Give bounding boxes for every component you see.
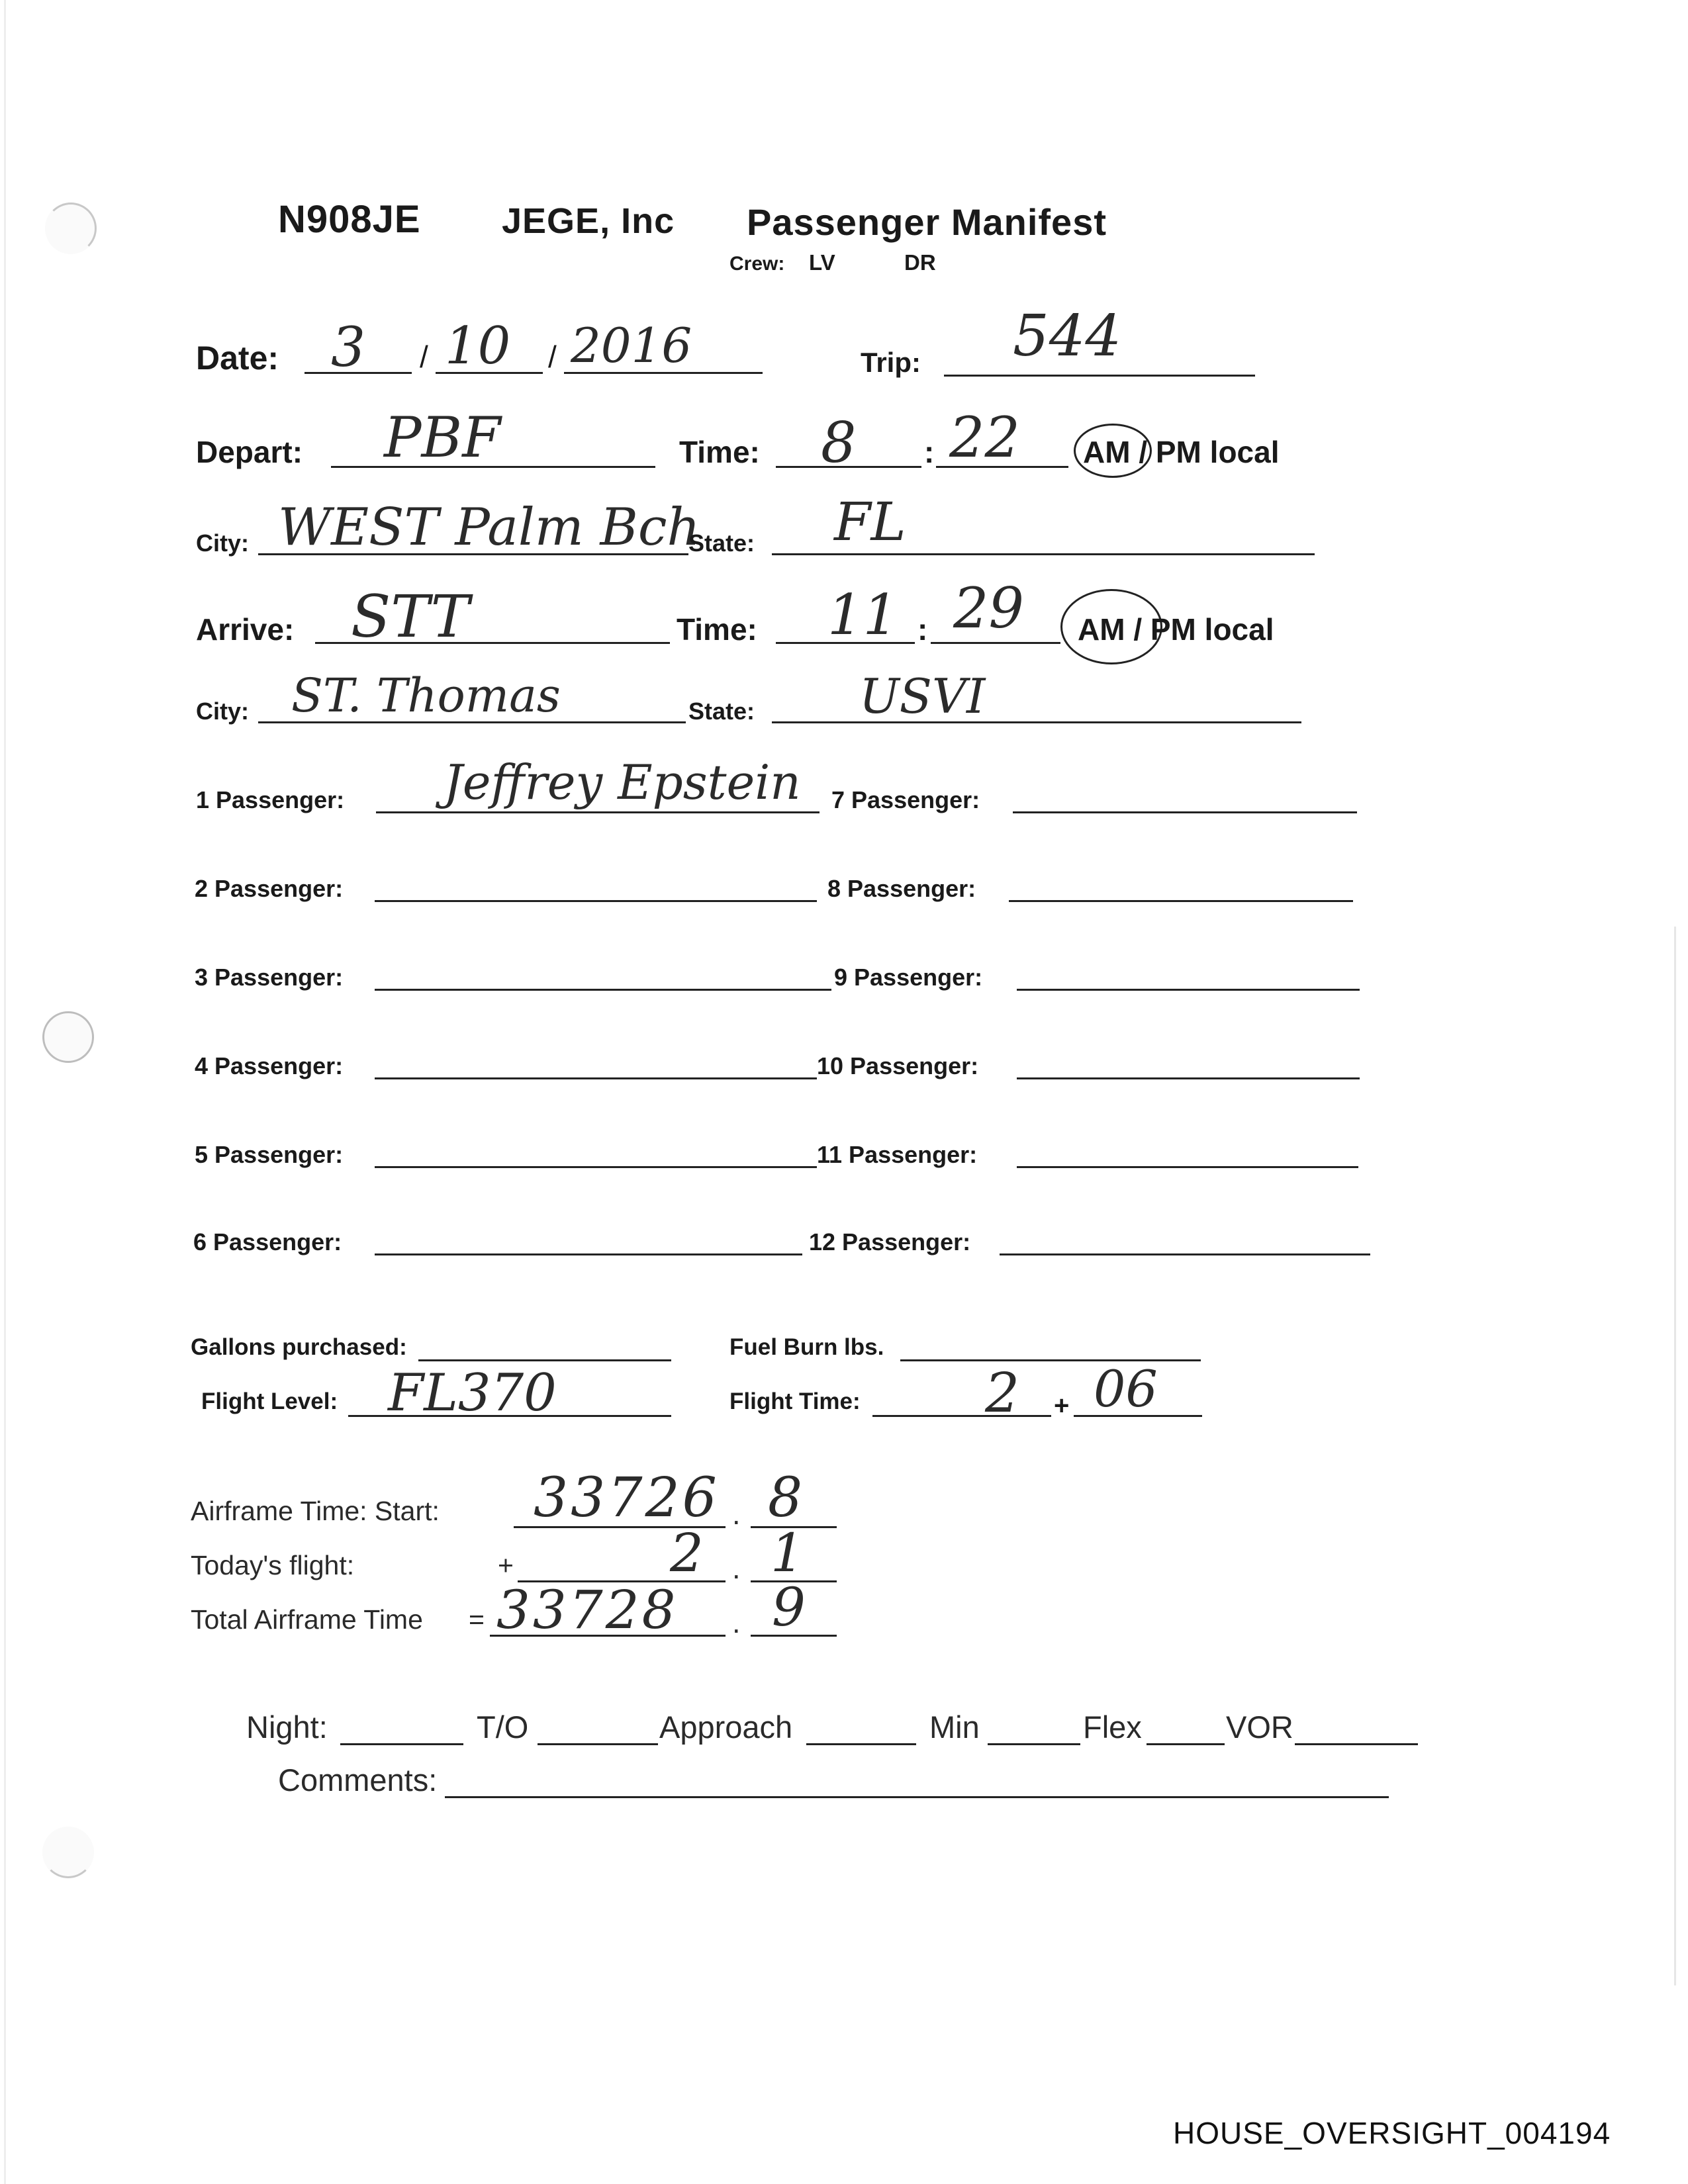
document-title: Passenger Manifest xyxy=(747,201,1107,243)
passenger-5-line xyxy=(375,1166,817,1168)
passenger-9-line xyxy=(1017,989,1360,991)
approach-line[interactable] xyxy=(806,1743,916,1745)
company-name: JEGE, Inc xyxy=(502,201,675,241)
passenger-11-label: 11 Passenger: xyxy=(817,1141,978,1168)
passenger-10-label: 10 Passenger: xyxy=(817,1052,979,1079)
page-right-edge xyxy=(1674,927,1676,1985)
crew-member-1: LV xyxy=(809,250,835,275)
trip-value[interactable]: 544 xyxy=(1013,303,1122,369)
passenger-10-line xyxy=(1017,1077,1360,1079)
passenger-12-label: 12 Passenger: xyxy=(809,1228,971,1255)
comments-line[interactable] xyxy=(445,1796,1389,1798)
depart-city-label: City: xyxy=(196,529,249,557)
arrive-state-label: State: xyxy=(688,698,755,725)
passenger-2-label: 2 Passenger: xyxy=(195,875,344,902)
arrive-time-label: Time: xyxy=(677,612,757,647)
arrive-state-line xyxy=(772,721,1301,723)
flight-time-label: Flight Time: xyxy=(729,1388,861,1414)
page-left-edge xyxy=(4,0,6,2184)
depart-minute-value[interactable]: 22 xyxy=(949,405,1020,470)
passenger-2-line xyxy=(375,900,817,902)
flight-level-label: Flight Level: xyxy=(201,1388,338,1414)
passenger-8-label: 8 Passenger: xyxy=(827,875,976,902)
passenger-5-label: 5 Passenger: xyxy=(195,1141,344,1168)
crew-member-2: DR xyxy=(904,250,936,275)
night-label: Night: xyxy=(246,1709,328,1745)
total-airframe-equals: = xyxy=(469,1604,485,1635)
trip-label: Trip: xyxy=(861,347,921,378)
passenger-3-label: 3 Passenger: xyxy=(195,964,344,991)
passenger-4-label: 4 Passenger: xyxy=(195,1052,344,1079)
min-line[interactable] xyxy=(988,1743,1080,1745)
takeoff-line[interactable] xyxy=(538,1743,658,1745)
arrive-minute-line xyxy=(931,642,1060,644)
flight-level-value[interactable]: FL370 xyxy=(388,1363,557,1423)
depart-hour-value[interactable]: 8 xyxy=(821,410,857,475)
binder-hole-middle xyxy=(42,1011,94,1063)
arrive-city-value[interactable]: ST. Thomas xyxy=(291,668,561,723)
fuel-burn-label: Fuel Burn lbs. xyxy=(729,1334,884,1360)
vor-line[interactable] xyxy=(1295,1743,1418,1745)
flex-label: Flex xyxy=(1083,1709,1142,1745)
tail-number: N908JE xyxy=(278,198,421,241)
total-airframe-whole[interactable]: 33728 xyxy=(496,1579,679,1641)
binder-hole-bottom xyxy=(42,1827,94,1878)
todays-flight-label: Today's flight: xyxy=(191,1550,355,1580)
comments-label: Comments: xyxy=(278,1762,438,1797)
date-sep-1: / xyxy=(420,340,428,374)
airframe-start-tenth[interactable]: 8 xyxy=(768,1467,803,1529)
todays-flight-whole[interactable]: 2 xyxy=(670,1522,704,1584)
depart-time-colon: : xyxy=(924,435,935,469)
depart-state-label: State: xyxy=(688,529,755,557)
todays-flight-dot: . xyxy=(732,1551,741,1585)
todays-flight-tenth[interactable]: 1 xyxy=(771,1522,804,1584)
gallons-label: Gallons purchased: xyxy=(191,1334,407,1360)
flight-time-hours[interactable]: 2 xyxy=(985,1362,1020,1425)
crew-label: Crew: xyxy=(729,253,785,275)
passenger-8-line xyxy=(1009,900,1353,902)
depart-state-line xyxy=(772,553,1315,555)
arrive-hour-value[interactable]: 11 xyxy=(827,582,898,647)
passenger-6-line xyxy=(375,1253,802,1255)
depart-label: Depart: xyxy=(196,435,303,469)
depart-state-value[interactable]: FL xyxy=(834,491,906,553)
arrive-state-value[interactable]: USVI xyxy=(859,668,986,724)
arrive-minute-value[interactable]: 29 xyxy=(953,576,1024,641)
airframe-start-label: Airframe Time: Start: xyxy=(191,1496,440,1526)
date-sep-2: / xyxy=(548,340,557,374)
total-airframe-dot: . xyxy=(732,1606,741,1639)
arrive-ampm-label[interactable]: AM / PM local xyxy=(1078,612,1274,647)
total-airframe-tenth[interactable]: 9 xyxy=(772,1576,806,1638)
passenger-9-label: 9 Passenger: xyxy=(834,964,983,991)
depart-ampm-label[interactable]: AM / PM local xyxy=(1083,435,1280,469)
passenger-11-line xyxy=(1017,1166,1358,1168)
arrive-time-colon: : xyxy=(917,612,928,647)
passenger-7-label: 7 Passenger: xyxy=(831,786,980,813)
arrive-city-label: City: xyxy=(196,698,249,725)
date-label: Date: xyxy=(196,340,279,377)
flight-time-plus: + xyxy=(1054,1391,1070,1420)
passenger-1-label: 1 Passenger: xyxy=(196,786,345,813)
gallons-line xyxy=(418,1359,671,1361)
flex-line[interactable] xyxy=(1147,1743,1225,1745)
passenger-12-line xyxy=(1000,1253,1370,1255)
takeoff-label: T/O xyxy=(477,1709,529,1745)
bates-number: HOUSE_OVERSIGHT_004194 xyxy=(1173,2116,1611,2150)
depart-time-label: Time: xyxy=(679,435,760,469)
min-label: Min xyxy=(929,1709,980,1745)
arrive-label: Arrive: xyxy=(196,612,295,647)
passenger-3-line xyxy=(375,989,831,991)
date-year-value[interactable]: 2016 xyxy=(571,318,692,373)
vor-label: VOR xyxy=(1226,1709,1293,1745)
passenger-6-label: 6 Passenger: xyxy=(193,1228,342,1255)
arrive-value[interactable]: STT xyxy=(351,582,470,651)
binder-hole-top xyxy=(45,203,97,254)
passenger-1-value[interactable]: Jeffrey Epstein xyxy=(444,754,801,810)
passenger-4-line xyxy=(375,1077,817,1079)
flight-time-minutes[interactable]: 06 xyxy=(1094,1359,1158,1418)
trip-line xyxy=(944,375,1255,377)
airframe-start-dot: . xyxy=(732,1497,741,1531)
depart-city-value[interactable]: WEST Palm Bch xyxy=(278,498,700,557)
todays-flight-plus: + xyxy=(498,1550,514,1580)
date-day-value[interactable]: 10 xyxy=(445,316,511,376)
airframe-start-whole[interactable]: 33726 xyxy=(534,1467,720,1529)
passenger-1-line xyxy=(376,811,820,813)
approach-label: Approach xyxy=(659,1709,793,1745)
date-month-value[interactable]: 3 xyxy=(331,316,366,379)
total-airframe-label: Total Airframe Time xyxy=(191,1604,423,1635)
night-line[interactable] xyxy=(340,1743,463,1745)
depart-value[interactable]: PBF xyxy=(384,405,501,470)
flight-time-hours-line xyxy=(872,1415,1051,1417)
passenger-7-line xyxy=(1013,811,1357,813)
